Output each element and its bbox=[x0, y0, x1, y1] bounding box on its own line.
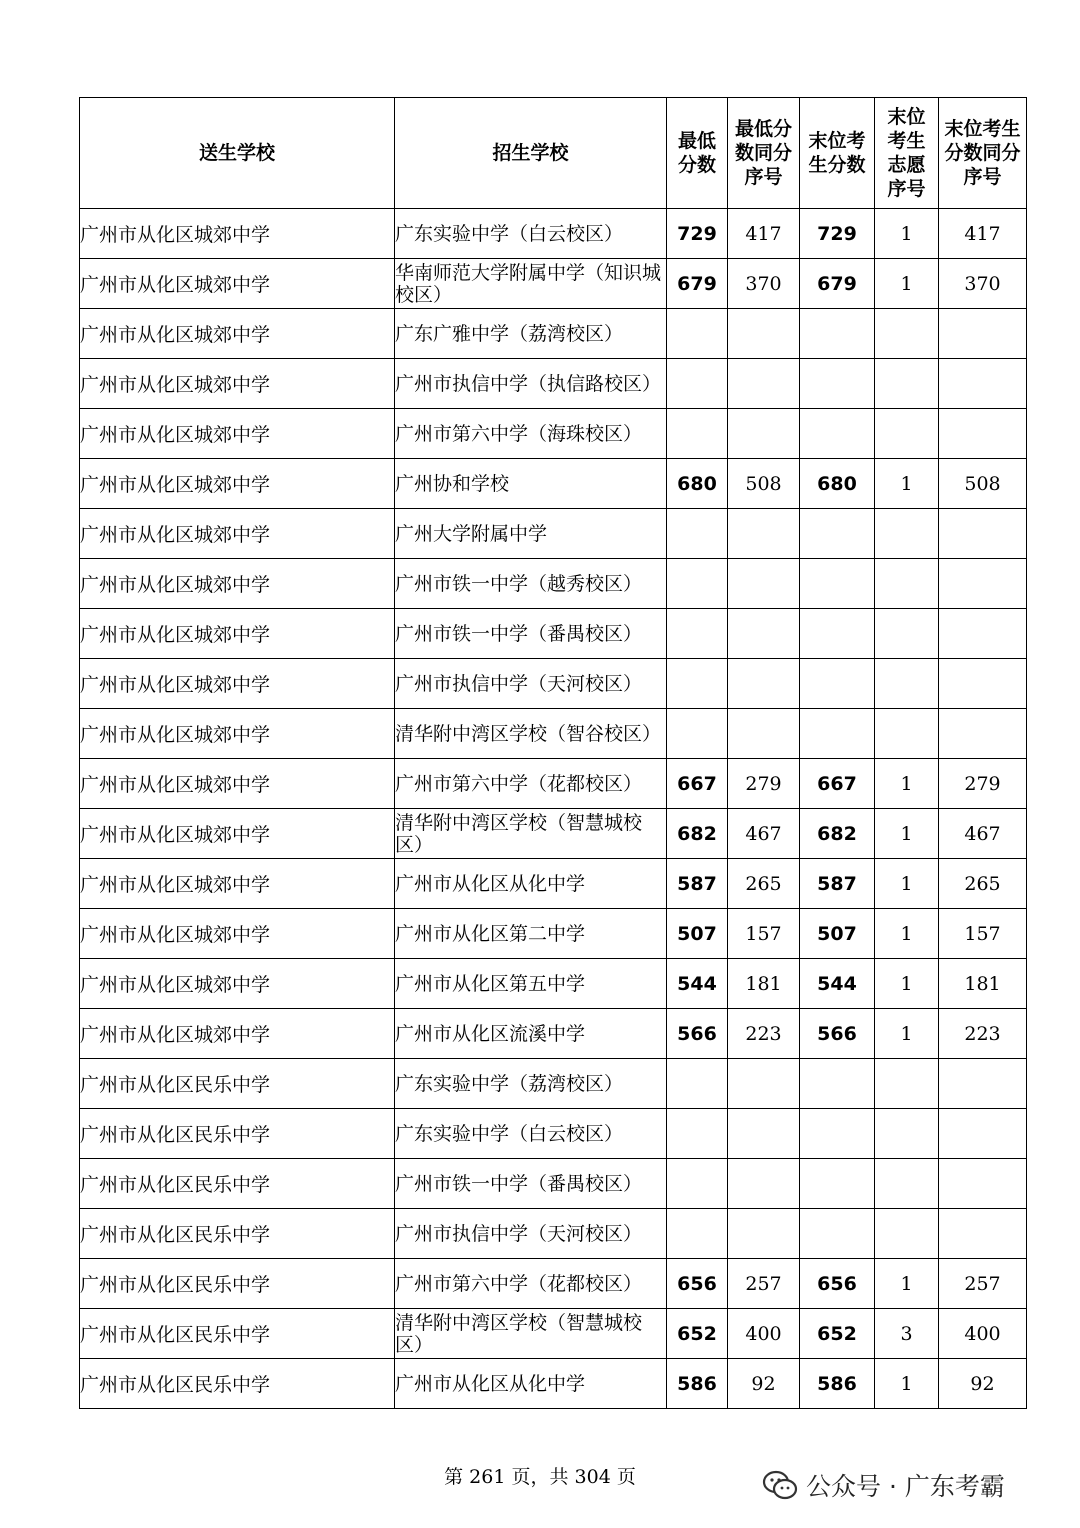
cell-send-school: 广州市从化区城郊中学 bbox=[80, 309, 395, 359]
cell-min-rank: 181 bbox=[728, 959, 800, 1009]
cell-last-score: 656 bbox=[800, 1259, 875, 1309]
cell-last-rank: 370 bbox=[939, 259, 1027, 309]
cell-last-rank bbox=[939, 1109, 1027, 1159]
cell-min-score: 680 bbox=[667, 459, 728, 509]
cell-send-school: 广州市从化区城郊中学 bbox=[80, 1009, 395, 1059]
cell-last-wish bbox=[875, 1109, 939, 1159]
cell-recv-school: 清华附中湾区学校（智慧城校区） bbox=[395, 809, 667, 859]
header-min-rank: 最低分数同分序号 bbox=[728, 98, 800, 209]
cell-last-score: 729 bbox=[800, 209, 875, 259]
cell-last-wish bbox=[875, 509, 939, 559]
cell-send-school: 广州市从化区城郊中学 bbox=[80, 709, 395, 759]
cell-min-score bbox=[667, 409, 728, 459]
cell-last-rank bbox=[939, 1059, 1027, 1109]
cell-send-school: 广州市从化区民乐中学 bbox=[80, 1359, 395, 1409]
table-row bbox=[80, 1059, 1027, 1109]
cell-min-rank: 265 bbox=[728, 859, 800, 909]
cell-last-rank bbox=[939, 1159, 1027, 1209]
cell-min-score: 566 bbox=[667, 1009, 728, 1059]
cell-min-score: 656 bbox=[667, 1259, 728, 1309]
cell-recv-school: 广州市铁一中学（越秀校区） bbox=[395, 559, 667, 609]
cell-send-school: 广州市从化区城郊中学 bbox=[80, 759, 395, 809]
cell-recv-school: 广东实验中学（白云校区） bbox=[395, 209, 667, 259]
header-last-score: 末位考生分数 bbox=[800, 98, 875, 209]
table-row bbox=[80, 759, 1027, 809]
cell-send-school: 广州市从化区城郊中学 bbox=[80, 659, 395, 709]
cell-last-rank: 223 bbox=[939, 1009, 1027, 1059]
table-row bbox=[80, 409, 1027, 459]
table-row bbox=[80, 359, 1027, 409]
cell-last-score: 667 bbox=[800, 759, 875, 809]
cell-send-school: 广州市从化区城郊中学 bbox=[80, 959, 395, 1009]
cell-last-score bbox=[800, 659, 875, 709]
cell-min-score bbox=[667, 309, 728, 359]
table-row bbox=[80, 1159, 1027, 1209]
cell-send-school: 广州市从化区城郊中学 bbox=[80, 559, 395, 609]
cell-last-rank bbox=[939, 309, 1027, 359]
cell-min-rank bbox=[728, 659, 800, 709]
cell-send-school: 广州市从化区城郊中学 bbox=[80, 209, 395, 259]
table-row bbox=[80, 859, 1027, 909]
cell-min-rank bbox=[728, 709, 800, 759]
table-row bbox=[80, 959, 1027, 1009]
cell-last-wish bbox=[875, 609, 939, 659]
cell-recv-school: 广州市从化区第五中学 bbox=[395, 959, 667, 1009]
cell-last-wish bbox=[875, 359, 939, 409]
cell-send-school: 广州市从化区城郊中学 bbox=[80, 509, 395, 559]
cell-min-rank: 400 bbox=[728, 1309, 800, 1359]
table-row bbox=[80, 259, 1027, 309]
cell-last-wish bbox=[875, 1159, 939, 1209]
cell-send-school: 广州市从化区民乐中学 bbox=[80, 1059, 395, 1109]
cell-min-rank bbox=[728, 1109, 800, 1159]
cell-send-school: 广州市从化区民乐中学 bbox=[80, 1209, 395, 1259]
cell-min-rank bbox=[728, 509, 800, 559]
cell-last-score bbox=[800, 559, 875, 609]
cell-min-rank: 417 bbox=[728, 209, 800, 259]
header-last-wish: 末位考生志愿序号 bbox=[875, 98, 939, 209]
cell-send-school: 广州市从化区城郊中学 bbox=[80, 859, 395, 909]
cell-last-score bbox=[800, 1109, 875, 1159]
table-row bbox=[80, 709, 1027, 759]
cell-recv-school: 广东实验中学（白云校区） bbox=[395, 1109, 667, 1159]
cell-recv-school: 广州市铁一中学（番禺校区） bbox=[395, 609, 667, 659]
cell-recv-school: 广州市执信中学（天河校区） bbox=[395, 659, 667, 709]
cell-send-school: 广州市从化区城郊中学 bbox=[80, 259, 395, 309]
cell-send-school: 广州市从化区城郊中学 bbox=[80, 809, 395, 859]
cell-min-rank bbox=[728, 1159, 800, 1209]
cell-send-school: 广州市从化区民乐中学 bbox=[80, 1309, 395, 1359]
wechat-icon bbox=[762, 1470, 798, 1500]
cell-last-score bbox=[800, 509, 875, 559]
cell-send-school: 广州市从化区民乐中学 bbox=[80, 1109, 395, 1159]
cell-last-rank: 279 bbox=[939, 759, 1027, 809]
table-row bbox=[80, 459, 1027, 509]
cell-recv-school: 广州市执信中学（执信路校区） bbox=[395, 359, 667, 409]
watermark bbox=[762, 1467, 1005, 1503]
cell-min-score bbox=[667, 559, 728, 609]
cell-last-score: 652 bbox=[800, 1309, 875, 1359]
cell-last-rank: 157 bbox=[939, 909, 1027, 959]
table-row bbox=[80, 809, 1027, 859]
cell-last-wish: 1 bbox=[875, 1259, 939, 1309]
cell-recv-school: 清华附中湾区学校（智慧城校区） bbox=[395, 1309, 667, 1359]
cell-recv-school: 广州市从化区从化中学 bbox=[395, 859, 667, 909]
header-min-score: 最低分数 bbox=[667, 98, 728, 209]
header-recv-school: 招生学校 bbox=[395, 98, 667, 209]
table-row bbox=[80, 609, 1027, 659]
cell-last-score bbox=[800, 609, 875, 659]
cell-last-wish: 1 bbox=[875, 1359, 939, 1409]
cell-recv-school: 广州市从化区第二中学 bbox=[395, 909, 667, 959]
cell-last-rank: 508 bbox=[939, 459, 1027, 509]
cell-last-score bbox=[800, 359, 875, 409]
cell-min-score bbox=[667, 609, 728, 659]
cell-min-rank: 223 bbox=[728, 1009, 800, 1059]
cell-last-wish bbox=[875, 659, 939, 709]
cell-min-score: 667 bbox=[667, 759, 728, 809]
cell-last-score: 544 bbox=[800, 959, 875, 1009]
table-header-row bbox=[80, 98, 1027, 209]
cell-last-rank: 92 bbox=[939, 1359, 1027, 1409]
cell-last-score: 682 bbox=[800, 809, 875, 859]
cell-min-score bbox=[667, 1159, 728, 1209]
cell-last-rank bbox=[939, 609, 1027, 659]
cell-recv-school: 广州市从化区从化中学 bbox=[395, 1359, 667, 1409]
cell-last-score: 679 bbox=[800, 259, 875, 309]
header-send-school: 送生学校 bbox=[80, 98, 395, 209]
cell-min-score bbox=[667, 1109, 728, 1159]
admission-table bbox=[79, 97, 1027, 1409]
cell-last-rank: 181 bbox=[939, 959, 1027, 1009]
page-number: 第 261 页，共 304 页 bbox=[444, 1466, 636, 1488]
cell-send-school: 广州市从化区民乐中学 bbox=[80, 1159, 395, 1209]
cell-last-wish: 1 bbox=[875, 759, 939, 809]
cell-last-score: 587 bbox=[800, 859, 875, 909]
cell-min-score bbox=[667, 509, 728, 559]
cell-recv-school: 广州市铁一中学（番禺校区） bbox=[395, 1159, 667, 1209]
table-row bbox=[80, 1359, 1027, 1409]
cell-last-wish: 1 bbox=[875, 959, 939, 1009]
cell-last-score: 680 bbox=[800, 459, 875, 509]
cell-last-rank bbox=[939, 709, 1027, 759]
cell-last-score bbox=[800, 1059, 875, 1109]
cell-last-rank bbox=[939, 509, 1027, 559]
cell-last-score bbox=[800, 309, 875, 359]
cell-min-rank bbox=[728, 359, 800, 409]
table-row bbox=[80, 509, 1027, 559]
cell-recv-school: 广州市执信中学（天河校区） bbox=[395, 1209, 667, 1259]
cell-last-rank bbox=[939, 359, 1027, 409]
cell-min-rank bbox=[728, 1059, 800, 1109]
cell-last-rank bbox=[939, 559, 1027, 609]
table-row bbox=[80, 309, 1027, 359]
cell-min-score bbox=[667, 659, 728, 709]
cell-min-rank: 257 bbox=[728, 1259, 800, 1309]
cell-recv-school: 广州市从化区流溪中学 bbox=[395, 1009, 667, 1059]
cell-min-rank: 92 bbox=[728, 1359, 800, 1409]
cell-recv-school: 华南师范大学附属中学（知识城校区） bbox=[395, 259, 667, 309]
cell-recv-school: 广东广雅中学（荔湾校区） bbox=[395, 309, 667, 359]
table-row bbox=[80, 1009, 1027, 1059]
cell-recv-school: 广州市第六中学（花都校区） bbox=[395, 1259, 667, 1309]
cell-recv-school: 清华附中湾区学校（智谷校区） bbox=[395, 709, 667, 759]
table-row bbox=[80, 1109, 1027, 1159]
cell-min-score: 586 bbox=[667, 1359, 728, 1409]
header-last-rank: 末位考生分数同分序号 bbox=[939, 98, 1027, 209]
cell-last-wish bbox=[875, 1059, 939, 1109]
cell-last-wish bbox=[875, 1209, 939, 1259]
cell-min-rank: 508 bbox=[728, 459, 800, 509]
cell-last-wish: 1 bbox=[875, 459, 939, 509]
cell-last-rank: 400 bbox=[939, 1309, 1027, 1359]
cell-min-rank bbox=[728, 409, 800, 459]
cell-recv-school: 广州大学附属中学 bbox=[395, 509, 667, 559]
cell-last-score bbox=[800, 1159, 875, 1209]
cell-last-score: 586 bbox=[800, 1359, 875, 1409]
table-row bbox=[80, 1309, 1027, 1359]
cell-last-score bbox=[800, 709, 875, 759]
cell-last-rank bbox=[939, 659, 1027, 709]
table-row bbox=[80, 209, 1027, 259]
cell-last-wish: 1 bbox=[875, 809, 939, 859]
cell-send-school: 广州市从化区城郊中学 bbox=[80, 459, 395, 509]
table-row bbox=[80, 559, 1027, 609]
table-row bbox=[80, 909, 1027, 959]
cell-last-wish bbox=[875, 559, 939, 609]
cell-min-score: 652 bbox=[667, 1309, 728, 1359]
cell-min-rank: 279 bbox=[728, 759, 800, 809]
cell-recv-school: 广州市第六中学（海珠校区） bbox=[395, 409, 667, 459]
cell-last-rank: 417 bbox=[939, 209, 1027, 259]
cell-recv-school: 广州协和学校 bbox=[395, 459, 667, 509]
cell-last-wish: 1 bbox=[875, 259, 939, 309]
cell-last-score bbox=[800, 1209, 875, 1259]
cell-recv-school: 广州市第六中学（花都校区） bbox=[395, 759, 667, 809]
cell-last-wish: 1 bbox=[875, 209, 939, 259]
cell-min-score bbox=[667, 359, 728, 409]
table-body bbox=[80, 209, 1027, 1409]
cell-last-wish bbox=[875, 409, 939, 459]
watermark-text: 公众号 · 广东考霸 bbox=[806, 1472, 1005, 1501]
cell-send-school: 广州市从化区城郊中学 bbox=[80, 359, 395, 409]
cell-last-rank: 257 bbox=[939, 1259, 1027, 1309]
cell-last-wish: 1 bbox=[875, 1009, 939, 1059]
cell-min-rank: 467 bbox=[728, 809, 800, 859]
cell-last-rank bbox=[939, 409, 1027, 459]
cell-last-wish: 1 bbox=[875, 909, 939, 959]
cell-last-score bbox=[800, 409, 875, 459]
cell-last-score: 566 bbox=[800, 1009, 875, 1059]
cell-min-score: 682 bbox=[667, 809, 728, 859]
cell-last-wish: 1 bbox=[875, 859, 939, 909]
cell-last-rank bbox=[939, 1209, 1027, 1259]
cell-min-rank bbox=[728, 309, 800, 359]
cell-min-score bbox=[667, 1059, 728, 1109]
cell-min-rank: 370 bbox=[728, 259, 800, 309]
cell-min-score: 729 bbox=[667, 209, 728, 259]
cell-min-rank bbox=[728, 559, 800, 609]
cell-min-rank: 157 bbox=[728, 909, 800, 959]
cell-last-wish: 3 bbox=[875, 1309, 939, 1359]
cell-min-score: 587 bbox=[667, 859, 728, 909]
cell-min-score: 544 bbox=[667, 959, 728, 1009]
cell-send-school: 广州市从化区城郊中学 bbox=[80, 609, 395, 659]
cell-last-rank: 467 bbox=[939, 809, 1027, 859]
cell-min-score bbox=[667, 709, 728, 759]
cell-last-wish bbox=[875, 709, 939, 759]
cell-recv-school: 广东实验中学（荔湾校区） bbox=[395, 1059, 667, 1109]
cell-min-score bbox=[667, 1209, 728, 1259]
cell-min-rank bbox=[728, 1209, 800, 1259]
cell-send-school: 广州市从化区民乐中学 bbox=[80, 1259, 395, 1309]
table-row bbox=[80, 1209, 1027, 1259]
cell-send-school: 广州市从化区城郊中学 bbox=[80, 909, 395, 959]
cell-min-rank bbox=[728, 609, 800, 659]
table-row bbox=[80, 1259, 1027, 1309]
cell-send-school: 广州市从化区城郊中学 bbox=[80, 409, 395, 459]
table-row bbox=[80, 659, 1027, 709]
cell-last-score: 507 bbox=[800, 909, 875, 959]
cell-last-wish bbox=[875, 309, 939, 359]
cell-last-rank: 265 bbox=[939, 859, 1027, 909]
cell-min-score: 679 bbox=[667, 259, 728, 309]
cell-min-score: 507 bbox=[667, 909, 728, 959]
